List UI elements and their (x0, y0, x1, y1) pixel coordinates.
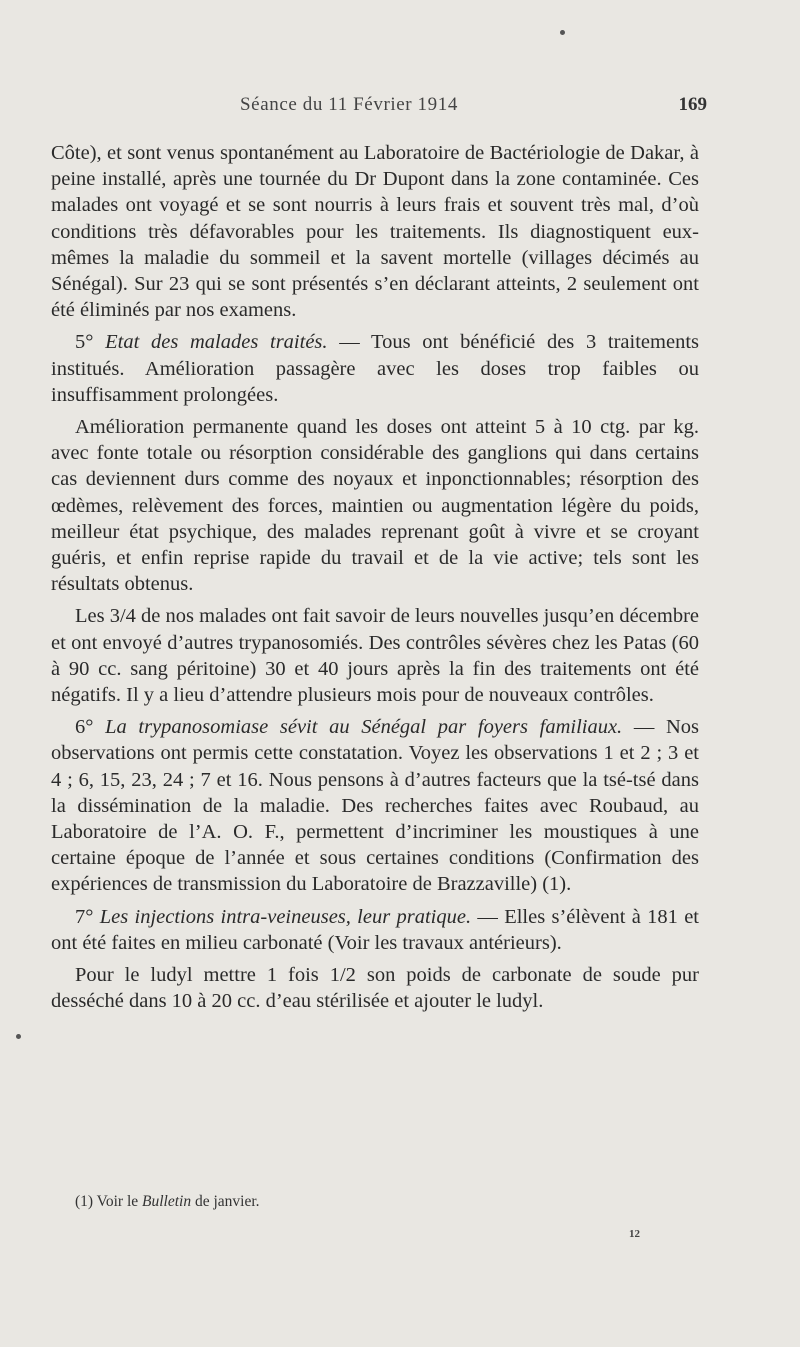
section-text: — Tous ont bénéficié des 3 traitements institués. Amélioration passagère avec les doses trop faibles ou insuffisamment prolongées. (51, 331, 699, 406)
footnote-pre: Voir le (93, 1193, 143, 1210)
running-head: Séance du 11 Février 1914 (240, 94, 458, 115)
paragraph-section-5 (51, 329, 699, 408)
section-number: 7° (75, 905, 94, 928)
page-header (0, 94, 800, 124)
section-title: Les injections intra-veineuses, leur pratique. (99, 905, 472, 928)
section-title: Etat des malades traités. (105, 331, 328, 354)
paragraph-results: Amélioration permanente quand les doses ont atteint 5 à 10 ctg. par kg. avec fonte totale ou résorption considérable des ganglions qui dans certains cas deviennent durs comme des noyaux et inponctionnables; résorption des œdèmes, relèvement des forces, maintien ou augmentation légère du poids, meilleur état psychique, des malades reprenant goût à vivre et se croyant guéris, et enfin reprise rapide du travail et de la vie active; tels sont les résultats obtenus. (51, 416, 699, 596)
section-text: — Elles s’élèvent à 181 et ont été faites en milieu carbonaté (Voir les travaux antérieurs). (51, 905, 699, 954)
section-text: — Nos observations ont permis cette constatation. Voyez les observations 1 et 2 ; 3 et 4 ; 6, 15, 23, 24 ; 7 et 16. Nous pensons à d’autres facteurs que la tsé-tsé dans la dissémination de la maladie. Des recherches faites avec Roubaud, au Laboratoire de l’A. O. F., permettent d’incriminer les moustiques à une certaine époque de l’année et sous certaines conditions (Confirmation des expériences de transmission du Laboratoire de Brazzaville) (1). (51, 716, 700, 896)
paragraph-continuation: Côte), et sont venus spontanément au Laboratoire de Bactériologie de Dakar, à peine installé, après une tournée du Dr Dupont dans la zone contaminée. Ces malades ont voyagé et se sont nourris à leurs frais et souvent très mal, d’où conditions très défavorables pour les traitements. Ils diagnostiquent eux-mêmes la maladie du sommeil et la savent mortelle (villages décimés au Sénégal). Sur 23 qui se sont présentés s’en déclarant atteints, 2 seulement ont été éliminés par nos examens. (51, 142, 699, 322)
ink-speck (16, 1034, 21, 1039)
signature-mark: 12 (629, 1228, 640, 1240)
footnote (75, 1193, 260, 1211)
footnote-post: de janvier. (191, 1193, 260, 1210)
paragraph-section-7 (51, 904, 699, 956)
body-text (51, 140, 699, 1021)
page-number: 169 (678, 94, 707, 115)
footnote-marker: (1) (75, 1193, 94, 1210)
footnote-title: Bulletin (142, 1193, 192, 1210)
section-number: 5° (75, 331, 94, 354)
paragraph-section-6 (51, 714, 699, 897)
paragraph-follow-up: Les 3/4 de nos malades ont fait savoir de leurs nouvelles jusqu’en décembre et ont envoyé d’autres trypanosomiés. Des contrôles sévères chez les Patas (60 à 90 cc. sang péritoine) 30 et 40 jours après la fin des traitements ont été négatifs. Il y a lieu d’attendre plusieurs mois pour de nouveaux contrôles. (51, 605, 699, 707)
section-number: 6° (75, 716, 94, 739)
paragraph-ludyl: Pour le ludyl mettre 1 fois 1/2 son poids de carbonate de soude pur desséché dans 10 à 20 cc. d’eau stérilisée et ajouter le ludyl. (51, 964, 699, 1013)
ink-speck (560, 30, 565, 35)
section-title: La trypanosomiase sévit au Sénégal par foyers familiaux. (105, 716, 623, 739)
